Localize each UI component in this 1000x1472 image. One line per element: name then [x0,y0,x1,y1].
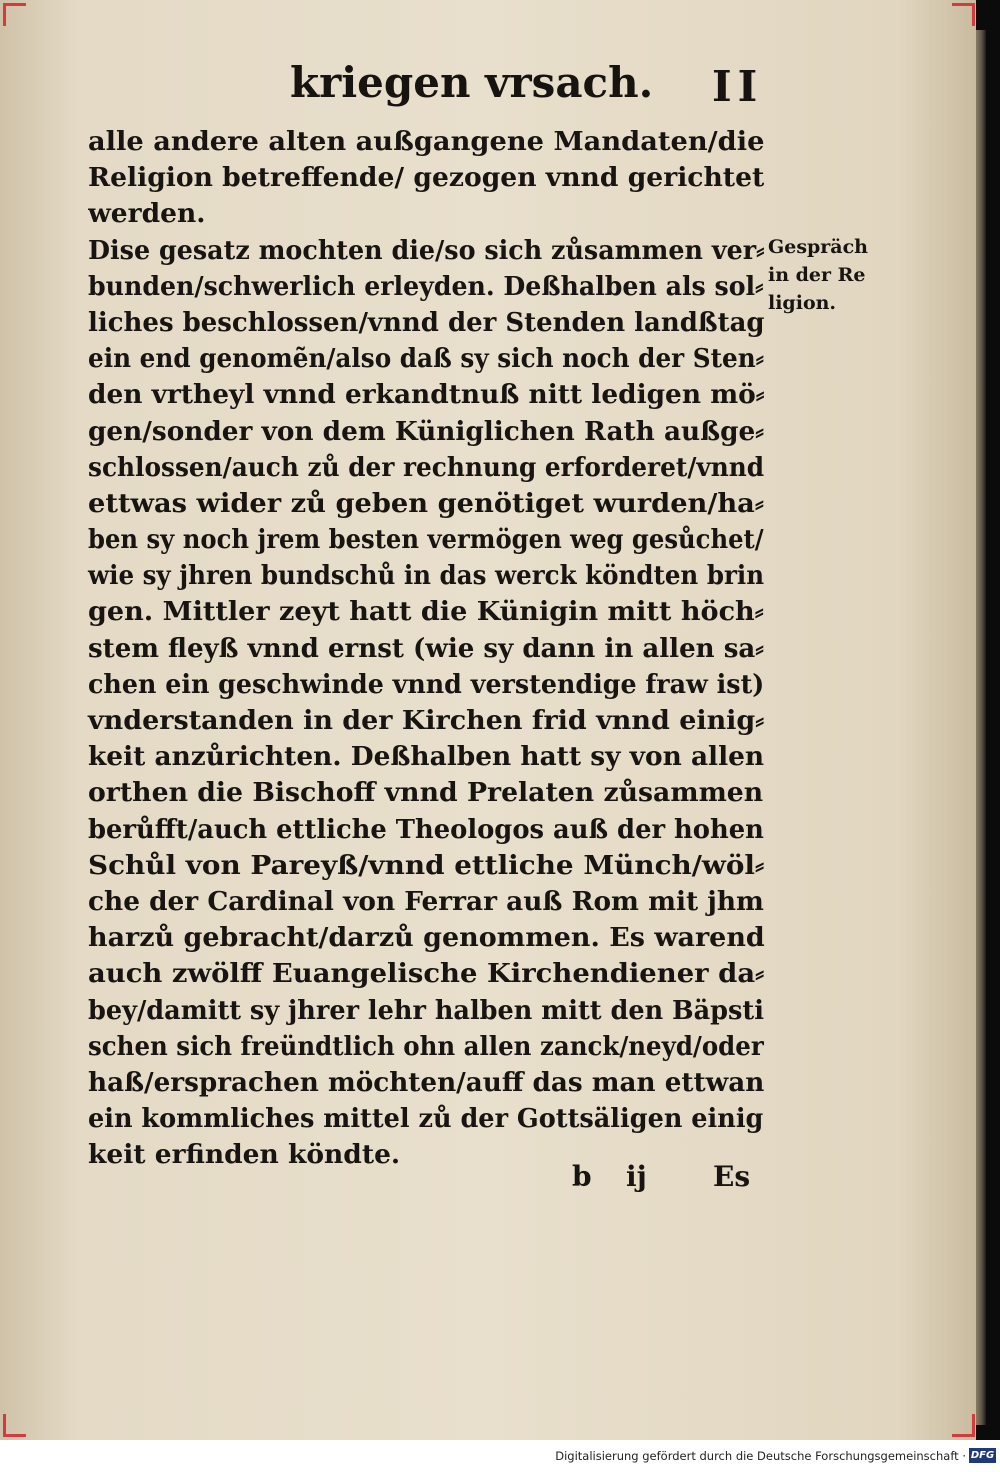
text-line: vnderstanden in der Kirchen frid vnnd einig⸗ [88,705,765,736]
text-line: alle andere alten außgangene Mandaten/die [88,126,765,157]
text-line: werden. [88,198,206,230]
text-line: Religion betreffende/ gezogen vnnd gerichtet [88,162,765,194]
text-line: Dise gesatz mochten die/so sich zůsammen ver⸗ [88,234,765,266]
text-line: ben sy noch jrem besten vermögen weg gesůchet/ [88,524,764,556]
catchword: Es [713,1160,751,1193]
footer-bar [0,1440,1000,1472]
text-line: auch zwölff Euangelische Kirchendiener da⸗ [88,958,765,990]
text-line: stem fleyß vnnd ernst (wie sy dann in allen sa⸗ [88,632,764,664]
text-line: schlossen/auch zů der rechnung erforderet/vnnd [88,451,765,483]
text-line: harzů gebracht/darzů genommen. Es warend [88,922,765,954]
text-line: bey/damitt sy jhrer lehr halben mitt den Bäpsti [88,994,764,1026]
text-line: gen. Mittler zeyt hatt die Künigin mitt höch⸗ [88,596,764,628]
text-line: chen ein geschwinde vnnd verstendige fraw ist) [88,668,765,700]
page-edge [976,30,986,1425]
text-line: Schůl von Pareyß/vnnd ettliche Münch/wöl⸗ [88,849,765,881]
text-line: wie sy jhren bundschů in das werck köndten brin [88,560,765,592]
crop-mark-top-left [3,3,26,26]
text-line: ein end genomẽn/also daß sy sich noch der Sten⸗ [88,343,764,375]
text-line: den vrtheyl vnnd erkandtnuß nitt ledigen mö⸗ [88,379,765,411]
text-line: ettwas wider zů geben genötiget wurden/ha⸗ [88,487,764,519]
text-line: orthen die Bischoff vnnd Prelaten zůsammen [88,777,764,809]
margin-note-line: ligion. [768,292,837,314]
running-head: kriegen vrsach. [290,58,654,107]
text-line: ein kommliches mittel zů der Gottsäligen einig [88,1103,764,1135]
body-text [88,124,764,1173]
crop-mark-top-right [952,3,975,26]
footer-credit: Digitalisierung gefördert durch die Deutsche Forschungsgemeinschaft · [555,1449,966,1463]
text-line: gen/sonder von dem Küniglichen Rath außge⸗ [88,415,765,447]
folio-number: II [712,62,764,111]
text-line: keit anzůrichten. Deßhalben hatt sy von allen [88,741,765,773]
text-line: keit erfinden köndte. [88,1139,401,1171]
text-line: schen sich freündtlich ohn allen zanck/neyd/oder [88,1030,764,1062]
margin-note [768,233,888,317]
crop-mark-bottom-right [952,1414,975,1437]
text-line: bunden/schwerlich erleyden. Deßhalben als sol⸗ [88,270,764,302]
text-line: haß/ersprachen möchten/auff das man ettwan [88,1066,765,1098]
text-line: berůfft/auch ettliche Theologos auß der hohen [88,813,764,845]
signature-mark-number: ij [626,1160,647,1193]
margin-note-line: in der Re [768,264,866,286]
margin-note-line: Gespräch [768,236,869,258]
signature-mark-letter: b [572,1160,592,1193]
text-line: liches beschlossen/vnnd der Stenden landßtag [88,306,765,338]
crop-mark-bottom-left [3,1414,26,1437]
text-line: che der Cardinal von Ferrar auß Rom mit jhm [88,885,764,917]
dfg-logo-icon: DFG [970,1450,995,1461]
